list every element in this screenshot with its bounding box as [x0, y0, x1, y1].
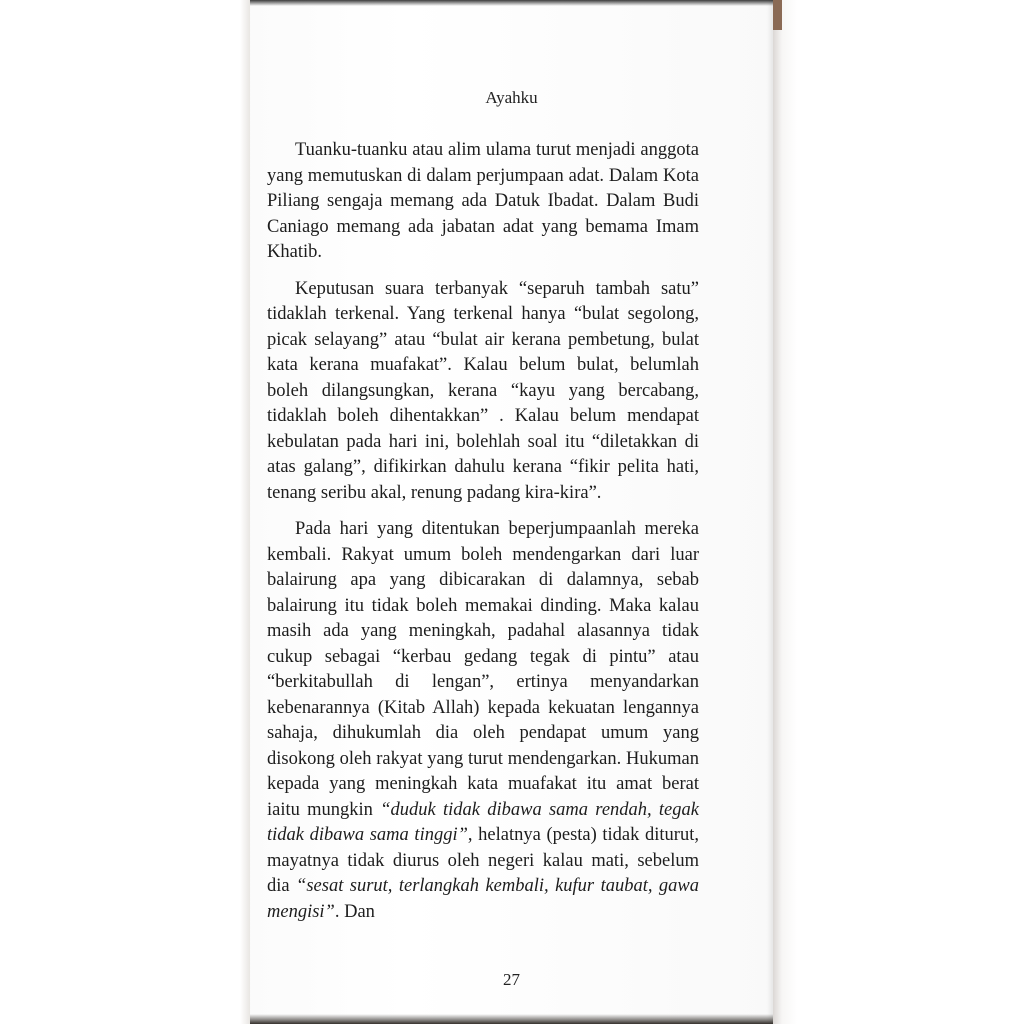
page-bottom-shadow	[250, 1014, 773, 1024]
italic-proverb: “duduk tidak dibawa sama rendah, tegak tidak dibawa sama tinggi”	[267, 799, 699, 845]
paragraph-3	[267, 517, 699, 925]
paragraph-segment: Tuanku-tuanku atau alim ulama turut menjadi anggota yang memutuskan di dalam perjumpaan adat. Dalam Kota Piliang sengaja memang ada Datuk Ibadat. Dalam Budi Caniago memang ada jabatan adat yang bemama Imam Khatib.	[267, 140, 699, 262]
paragraph-2	[267, 277, 699, 507]
italic-proverb: “sesat surut, terlangkah kembali, kufur taubat, gawa mengisi”	[267, 876, 699, 922]
running-header: Ayahku	[485, 88, 538, 107]
paragraph-segment: . Dan	[334, 901, 375, 922]
paragraph-segment: , helatnya (pesta) tidak diturut, mayatnya tidak diurus oleh negeri kalau mati, sebelum dia	[267, 825, 699, 896]
page-number: 27	[503, 970, 520, 989]
body-text	[267, 138, 699, 936]
paragraph-segment: Keputusan suara terbanyak “separuh tambah satu” tidaklah terkenal. Yang terkenal hanya “bulat segolong, picak selayang” atau “bulat air kerana pembetung, bulat kata kerana muafakat”. Kalau belum bulat, belumlah boleh dilangsungkan, kerana “kayu yang bercabang, tidaklah boleh dihentakkan” . Kalau belum mendapat kebulatan pada hari ini, bolehlah soal itu “diletakkan di atas galang”, difikirkan dahulu kerana “fikir pelita hati, tenang seribu akal, renung padang kira-kira”.	[267, 278, 699, 503]
background-left	[0, 0, 250, 1024]
paragraph-1	[267, 138, 699, 266]
page-top-shadow	[250, 0, 773, 6]
background-right	[772, 0, 1024, 1024]
paragraph-segment: Pada hari yang ditentukan beperjumpaanlah mereka kembali. Rakyat umum boleh mendengarkan dari luar balairung apa yang dibicarakan di dalamnya, sebab balairung itu tidak boleh memakai dinding. Maka kalau masih ada yang meningkah, padahal alasannya tidak cukup sebagai “kerbau gedang tegak di pintu” atau “berkitabullah di lengan”, ertinya menyandarkan kebenarannya (Kitab Allah) kepada kekuatan lengannya sahaja, dihukumlah dia oleh pendapat umum yang disokong oleh rakyat yang turut mendengarkan. Hukuman kepada yang meningkah kata muafakat itu amat berat iaitu mungkin	[267, 519, 699, 820]
